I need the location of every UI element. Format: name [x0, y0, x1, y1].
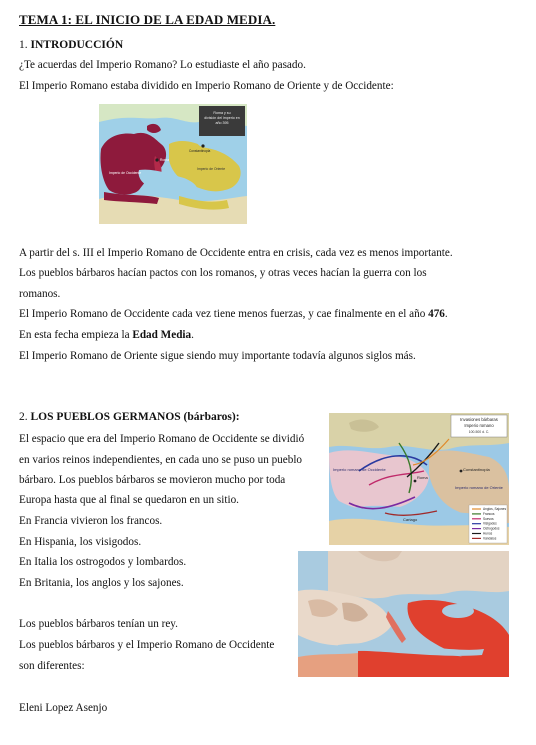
pacts-line: Los pueblos bárbaros hacían pactos con los romanos, y otras veces hacían la guerra con los: [19, 267, 427, 279]
section-2-title: LOS PUEBLOS GERMANOS (bárbaros):: [30, 411, 240, 423]
section-1-number: 1.: [19, 39, 28, 51]
section-1-title: INTRODUCCIÓN: [30, 39, 124, 51]
king-line: Los pueblos bárbaros tenían un rey.: [19, 618, 178, 630]
crisis-line: A partir del s. III el Imperio Romano de Occidente entra en crisis, cada vez es menos importante.: [19, 247, 453, 259]
germans-line-3: bárbaro. Los pueblos bárbaros se movieron mucho por toda: [19, 474, 286, 486]
map2-label-west: Imperio romano de Occidente: [333, 467, 386, 472]
legend-label: Suevos: [483, 516, 494, 521]
different-line-2: son diferentes:: [19, 660, 85, 672]
legend-label: Hunos: [483, 531, 493, 536]
author-name: Eleni Lopez Asenjo: [19, 702, 108, 714]
map2-title-3: 100-500 d. C.: [468, 430, 490, 434]
map2-label-constantinopla: Constantinopla: [463, 467, 490, 472]
map2-label-cartago: Cartago: [403, 517, 418, 522]
legend-label: Francos: [483, 511, 495, 516]
section-2-heading: [19, 410, 240, 424]
legend-label: Visigodos: [483, 521, 497, 526]
map1-caption-3: año 395: [215, 121, 229, 125]
map2-legend: [469, 505, 507, 543]
section-1-heading: [19, 38, 123, 52]
map2-label-east: Imperio romano de Oriente: [455, 485, 503, 490]
fall-line: El Imperio Romano de Occidente cada vez tiene menos fuerzas, y cae finalmente en el año 476.: [19, 308, 448, 320]
section-2-number: 2.: [19, 411, 28, 423]
ostrogodos-line: En Italia los ostrogodos y lombardos.: [19, 556, 187, 568]
map1-caption-2: división del imperio en: [204, 116, 240, 120]
intro-line-2: El Imperio Romano estaba dividido en Imperio Romano de Oriente y de Occidente:: [19, 80, 394, 92]
fall-year: 476: [428, 308, 445, 320]
intro-line-1: ¿Te acuerdas del Imperio Romano? Lo estudiaste el año pasado.: [19, 59, 306, 71]
fall-line-text: El Imperio Romano de Occidente cada vez tiene menos fuerzas, y cae finalmente en el año: [19, 308, 429, 320]
visigodos-line: En Hispania, los visigodos.: [19, 536, 142, 548]
germanic-kingdoms-map: [298, 551, 509, 677]
page-title: TEMA 1: EL INICIO DE LA EDAD MEDIA.: [19, 12, 276, 27]
map2-title-2: Imperio romano: [464, 423, 494, 428]
francos-line: En Francia vivieron los francos.: [19, 515, 163, 527]
different-line-1: Los pueblos bárbaros y el Imperio Romano de Occidente: [19, 639, 275, 651]
map2-label-roma: Roma: [417, 475, 428, 480]
middle-ages-text: En esta fecha empieza la: [19, 329, 133, 341]
map1-label-west: Imperio de Occidente: [109, 171, 142, 175]
map1-label-roma: Roma: [160, 158, 170, 162]
map1-label-east: Imperio de Oriente: [197, 167, 226, 171]
legend-label: Anglos, Sajones: [483, 507, 507, 511]
legend-label: Ostrogodos: [483, 526, 500, 531]
germans-line-1: El espacio que era del Imperio Romano de Occidente se dividió: [19, 433, 305, 445]
germans-line-4: Europa hasta que al final se quedaron en un sitio.: [19, 494, 239, 506]
germans-line-2: en varios reinos independientes, en cada uno se puso un pueblo: [19, 454, 303, 466]
roman-empire-division-map: [99, 104, 247, 224]
map2-title-1: Invasiones bárbaras: [460, 417, 498, 422]
pacts-line-cont: romanos.: [19, 288, 61, 300]
legend-label: Vándalos: [483, 536, 497, 541]
middle-ages-line: En esta fecha empieza la Edad Media.: [19, 329, 194, 341]
map1-caption-1: Roma y su: [213, 111, 231, 115]
edad-media-term: Edad Media: [132, 329, 192, 341]
eastern-empire-line: El Imperio Romano de Oriente sigue siendo muy importante todavía algunos siglos más.: [19, 350, 416, 362]
anglos-line: En Britania, los anglos y los sajones.: [19, 577, 184, 589]
map1-label-constantinopla: Constantinopla: [189, 149, 211, 153]
barbarian-invasions-map: [329, 413, 509, 545]
